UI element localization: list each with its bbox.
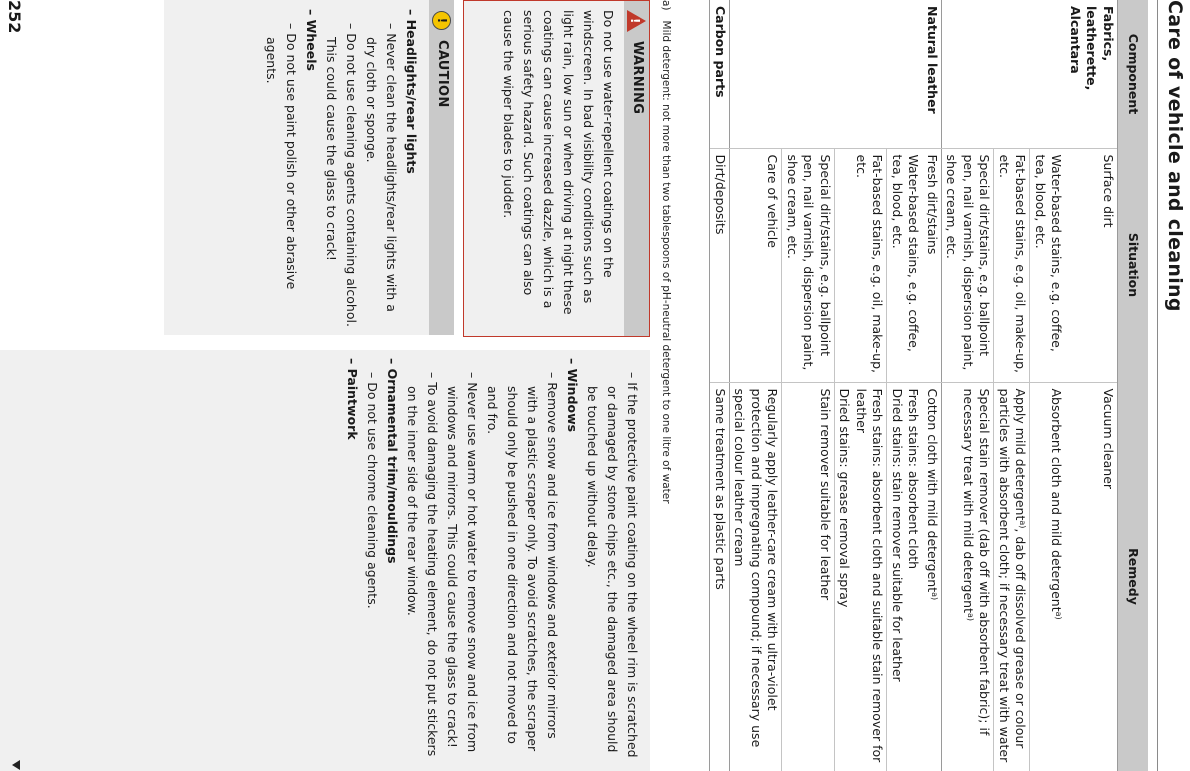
remedy-line: Fresh stains: absorbent cloth bbox=[906, 388, 922, 570]
remedy-line: Fresh stains: absorbent cloth and suitable stain remover for leather bbox=[854, 388, 886, 763]
remedy-cell: Regularly apply leather-care cream with ultra-violet protection and impregnating compound; if necessary use special colour leather cream bbox=[730, 382, 783, 771]
remedy-text: Apply mild detergent bbox=[1013, 388, 1029, 521]
component-cell bbox=[1030, 0, 1066, 148]
warning-text: Do not use water-repellent coatings on the windscreen. In bad visibility conditions such as light rain, low sun or when driving at night these coatings can cause increased dazzle, which is a serious safety hazard. Such coatings can also cause the wiper blades to judder. bbox=[501, 10, 616, 315]
caution-continuation-body bbox=[342, 358, 642, 762]
situation-cell: Fresh dirt/stains bbox=[923, 148, 942, 382]
table-row bbox=[730, 0, 783, 771]
remedy-cell: Stain remover suitable for leather bbox=[782, 382, 835, 771]
remedy-text: Cotton cloth with mild detergent bbox=[925, 388, 940, 593]
remedy-cell bbox=[887, 382, 923, 771]
caution-list-item: – Remove snow and ice from windows and exterior mirrors with a plastic scraper only. To avoid scratches, the scraper should only be pushed in one direction and not moved to and fro. bbox=[485, 372, 560, 752]
cleaning-table bbox=[710, 0, 1149, 771]
table-row bbox=[923, 0, 942, 771]
caution-section-heading: – Wheels bbox=[304, 9, 319, 71]
table-header-row bbox=[1118, 0, 1149, 771]
table-row bbox=[1030, 0, 1066, 771]
table-row bbox=[994, 0, 1030, 771]
caution-section-heading: – Ornamental trim/mouldings bbox=[385, 358, 400, 564]
situation-cell: Water-based stains, e.g. coffee, tea, blood, etc. bbox=[1030, 148, 1066, 382]
remedy-cell: Same treatment as plastic parts bbox=[710, 382, 730, 771]
caution-list-item: – Do not use cleaning agents containing alcohol. This could cause the glass to crack! bbox=[324, 23, 359, 327]
footnote-ref: a) bbox=[966, 612, 975, 622]
warning-title: WARNING bbox=[630, 41, 645, 115]
table-row bbox=[942, 0, 995, 771]
footnote-ref: a) bbox=[1018, 520, 1028, 529]
caution-header bbox=[429, 0, 454, 335]
table-row bbox=[710, 0, 730, 771]
table-row bbox=[782, 0, 835, 771]
component-cell bbox=[835, 0, 888, 148]
remedy-text-cont: , dab off dissolved grease or colour particles with absorbent cloth; if necessary treat with water bbox=[997, 388, 1029, 763]
warning-triangle-mark: ! bbox=[628, 18, 642, 24]
column-header-situation: Situation bbox=[1118, 148, 1149, 382]
column-header-component: Component bbox=[1118, 0, 1149, 148]
caution-section-heading: – Paintwork bbox=[345, 358, 360, 440]
warning-header bbox=[624, 1, 649, 336]
component-cell bbox=[942, 0, 995, 148]
caution-continuation-box bbox=[0, 350, 650, 771]
situation-cell: Dirt/deposits bbox=[710, 148, 730, 382]
caution-section-heading: – Headlights/rear lights bbox=[404, 9, 419, 174]
component-cell: Carbon parts bbox=[710, 0, 730, 148]
column-header-remedy: Remedy bbox=[1118, 382, 1149, 771]
warning-box bbox=[463, 0, 650, 337]
page-number: 252 bbox=[5, 0, 24, 34]
component-cell: Fabrics, leatherette, Alcantara bbox=[1066, 0, 1118, 148]
caution-list-item: – If the protective paint coating on the wheel rim is scratched or damaged by stone chips etc., the damaged area should be touched up without delay. bbox=[585, 372, 640, 758]
table-row bbox=[887, 0, 923, 771]
remedy-text: Special stain remover (dab off with absorbent fabric); if necessary treat with mild detergent bbox=[961, 388, 993, 736]
caution-section-heading: – Windows bbox=[565, 358, 580, 433]
remedy-text: Absorbent cloth and mild detergent bbox=[1049, 388, 1065, 612]
header-rule bbox=[1157, 0, 1158, 771]
situation-cell: Water-based stains, e.g. coffee, tea, blood, etc. bbox=[887, 148, 923, 382]
caution-list-item: – Never clean the headlights/rear lights with a dry cloth or sponge. bbox=[364, 23, 399, 312]
table-row bbox=[835, 0, 888, 771]
remedy-line: Dried stains: stain remover suitable for leather bbox=[890, 388, 905, 682]
footnote-ref: a) bbox=[1054, 611, 1064, 620]
remedy-cell bbox=[923, 382, 942, 771]
remedy-cell bbox=[994, 382, 1030, 771]
caution-list-item: – To avoid damaging the heating element, do not put stickers on the inner side of the rear window. bbox=[405, 372, 440, 757]
remedy-cell bbox=[942, 382, 995, 771]
component-cell bbox=[887, 0, 923, 148]
caution-title: CAUTION bbox=[435, 40, 450, 108]
situation-cell: Surface dirt bbox=[1066, 148, 1118, 382]
situation-cell: Fat-based stains, e.g. oil, make-up, etc. bbox=[994, 148, 1030, 382]
component-cell bbox=[782, 0, 835, 148]
remedy-cell bbox=[835, 382, 888, 771]
situation-cell: Special dirt/stains, e.g. ballpoint pen, nail varnish, dispersion paint, shoe cream, etc. bbox=[942, 148, 995, 382]
caution-list-item: – Do not use paint polish or other abrasive agents. bbox=[264, 23, 299, 290]
caution-body bbox=[261, 9, 421, 327]
caution-list-item: – Never use warm or hot water to remove snow and ice from windows and mirrors. This could cause the glass to crack! bbox=[445, 372, 480, 753]
situation-cell: Special dirt/stains, e.g. ballpoint pen, nail varnish, dispersion paint, shoe cream, etc. bbox=[782, 148, 835, 382]
remedy-cell: Vacuum cleaner bbox=[1066, 382, 1118, 771]
component-cell bbox=[994, 0, 1030, 148]
remedy-line: Dried stains: grease removal spray bbox=[837, 388, 853, 608]
caution-box bbox=[164, 0, 454, 335]
footnote-ref: a) bbox=[930, 592, 939, 601]
continue-arrow-icon bbox=[12, 760, 20, 770]
footnote-text: Mild detergent: not more than two tablespoons of pH-neutral detergent to one litre of water bbox=[660, 20, 672, 504]
footnote bbox=[660, 0, 672, 504]
caution-exclamation-icon: ! bbox=[432, 11, 451, 30]
component-cell bbox=[730, 0, 783, 148]
table-row bbox=[1066, 0, 1118, 771]
situation-cell: Fat-based stains, e.g. oil, make-up, etc. bbox=[835, 148, 888, 382]
situation-cell: Care of vehicle bbox=[730, 148, 783, 382]
footnote-mark: a) bbox=[660, 0, 672, 11]
page-title: Care of vehicle and cleaning bbox=[1164, 0, 1186, 312]
caution-list-item: – Do not use chrome cleaning agents. bbox=[365, 372, 380, 609]
component-cell: Natural leather bbox=[923, 0, 942, 148]
remedy-cell bbox=[1030, 382, 1066, 771]
